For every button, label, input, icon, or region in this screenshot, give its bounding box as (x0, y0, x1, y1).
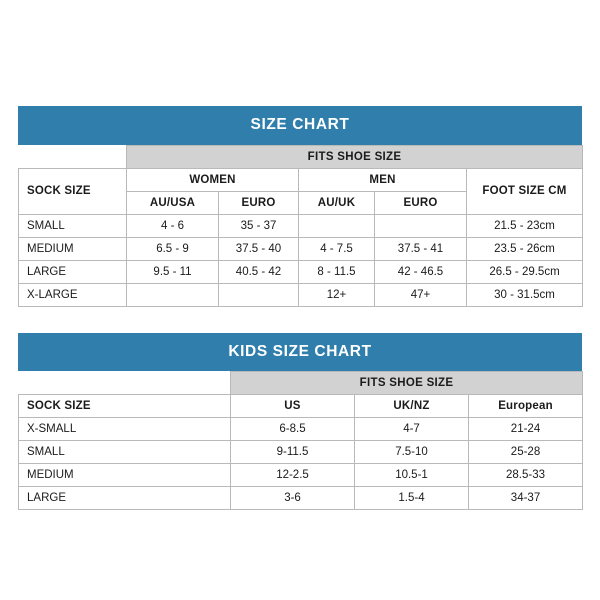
kids-header-uknz: UK/NZ (355, 395, 469, 418)
adult-row-men-euro (375, 214, 467, 237)
kids-header-european: European (469, 395, 583, 418)
kids-chart-title: KIDS SIZE CHART (18, 333, 582, 372)
kids-row-uknz: 4-7 (355, 418, 469, 441)
adult-row-men-auuk (299, 214, 375, 237)
kids-row-us: 3-6 (231, 487, 355, 510)
adult-header-men-euro: EURO (375, 191, 467, 214)
kids-row-european: 28.5-33 (469, 464, 583, 487)
table-row (19, 418, 583, 441)
adult-row-women-au: 4 - 6 (127, 214, 219, 237)
adult-header-women-au: AU/USA (127, 191, 219, 214)
adult-row-women-au: 9.5 - 11 (127, 260, 219, 283)
adult-row-women-euro: 35 - 37 (219, 214, 299, 237)
kids-row-european: 21-24 (469, 418, 583, 441)
adult-row-foot: 23.5 - 26cm (467, 237, 583, 260)
spacer-cell (19, 372, 231, 395)
table-row (19, 487, 583, 510)
table-row (19, 260, 583, 283)
adult-header-men-auuk: AU/UK (299, 191, 375, 214)
table-row (19, 214, 583, 237)
adult-row-foot: 26.5 - 29.5cm (467, 260, 583, 283)
adult-header-women-euro: EURO (219, 191, 299, 214)
kids-size-chart (18, 333, 582, 511)
kids-row-us: 6-8.5 (231, 418, 355, 441)
kids-row-size: SMALL (19, 441, 231, 464)
adult-chart-title: SIZE CHART (18, 106, 582, 145)
kids-row-european: 34-37 (469, 487, 583, 510)
kids-header-us: US (231, 395, 355, 418)
adult-header-women: WOMEN (127, 168, 299, 191)
table-row (19, 283, 583, 306)
table-row (19, 464, 583, 487)
adult-row-foot: 30 - 31.5cm (467, 283, 583, 306)
table-row (19, 237, 583, 260)
adult-size-table (18, 145, 583, 307)
kids-row-size: MEDIUM (19, 464, 231, 487)
adult-row-women-euro (219, 283, 299, 306)
adult-row-men-auuk: 4 - 7.5 (299, 237, 375, 260)
adult-row-women-euro: 37.5 - 40 (219, 237, 299, 260)
kids-row-uknz: 1.5-4 (355, 487, 469, 510)
kids-row-uknz: 10.5-1 (355, 464, 469, 487)
adult-row-women-au: 6.5 - 9 (127, 237, 219, 260)
kids-row-size: X-SMALL (19, 418, 231, 441)
adult-row-size: LARGE (19, 260, 127, 283)
adult-row-foot: 21.5 - 23cm (467, 214, 583, 237)
adult-header-men: MEN (299, 168, 467, 191)
adult-fits-row (19, 145, 583, 168)
kids-header-sock-size: SOCK SIZE (19, 395, 231, 418)
adult-row-men-auuk: 8 - 11.5 (299, 260, 375, 283)
adult-row-men-auuk: 12+ (299, 283, 375, 306)
adult-row-size: SMALL (19, 214, 127, 237)
kids-row-uknz: 7.5-10 (355, 441, 469, 464)
kids-row-size: LARGE (19, 487, 231, 510)
kids-fits-shoe-size-label: FITS SHOE SIZE (231, 372, 583, 395)
adult-row-women-au (127, 283, 219, 306)
adult-header-sock-size: SOCK SIZE (19, 168, 127, 214)
kids-size-table (18, 371, 583, 510)
table-row (19, 441, 583, 464)
adult-row-men-euro: 37.5 - 41 (375, 237, 467, 260)
adult-row-men-euro: 42 - 46.5 (375, 260, 467, 283)
adult-row-size: X-LARGE (19, 283, 127, 306)
adult-row-women-euro: 40.5 - 42 (219, 260, 299, 283)
adult-fits-shoe-size-label: FITS SHOE SIZE (127, 145, 583, 168)
kids-row-us: 12-2.5 (231, 464, 355, 487)
adult-header-row-1 (19, 168, 583, 191)
adult-row-size: MEDIUM (19, 237, 127, 260)
kids-row-european: 25-28 (469, 441, 583, 464)
kids-header-row (19, 395, 583, 418)
spacer-cell (19, 145, 127, 168)
adult-size-chart (18, 106, 582, 307)
adult-header-foot-size: FOOT SIZE CM (467, 168, 583, 214)
adult-row-men-euro: 47+ (375, 283, 467, 306)
kids-row-us: 9-11.5 (231, 441, 355, 464)
kids-fits-row (19, 372, 583, 395)
